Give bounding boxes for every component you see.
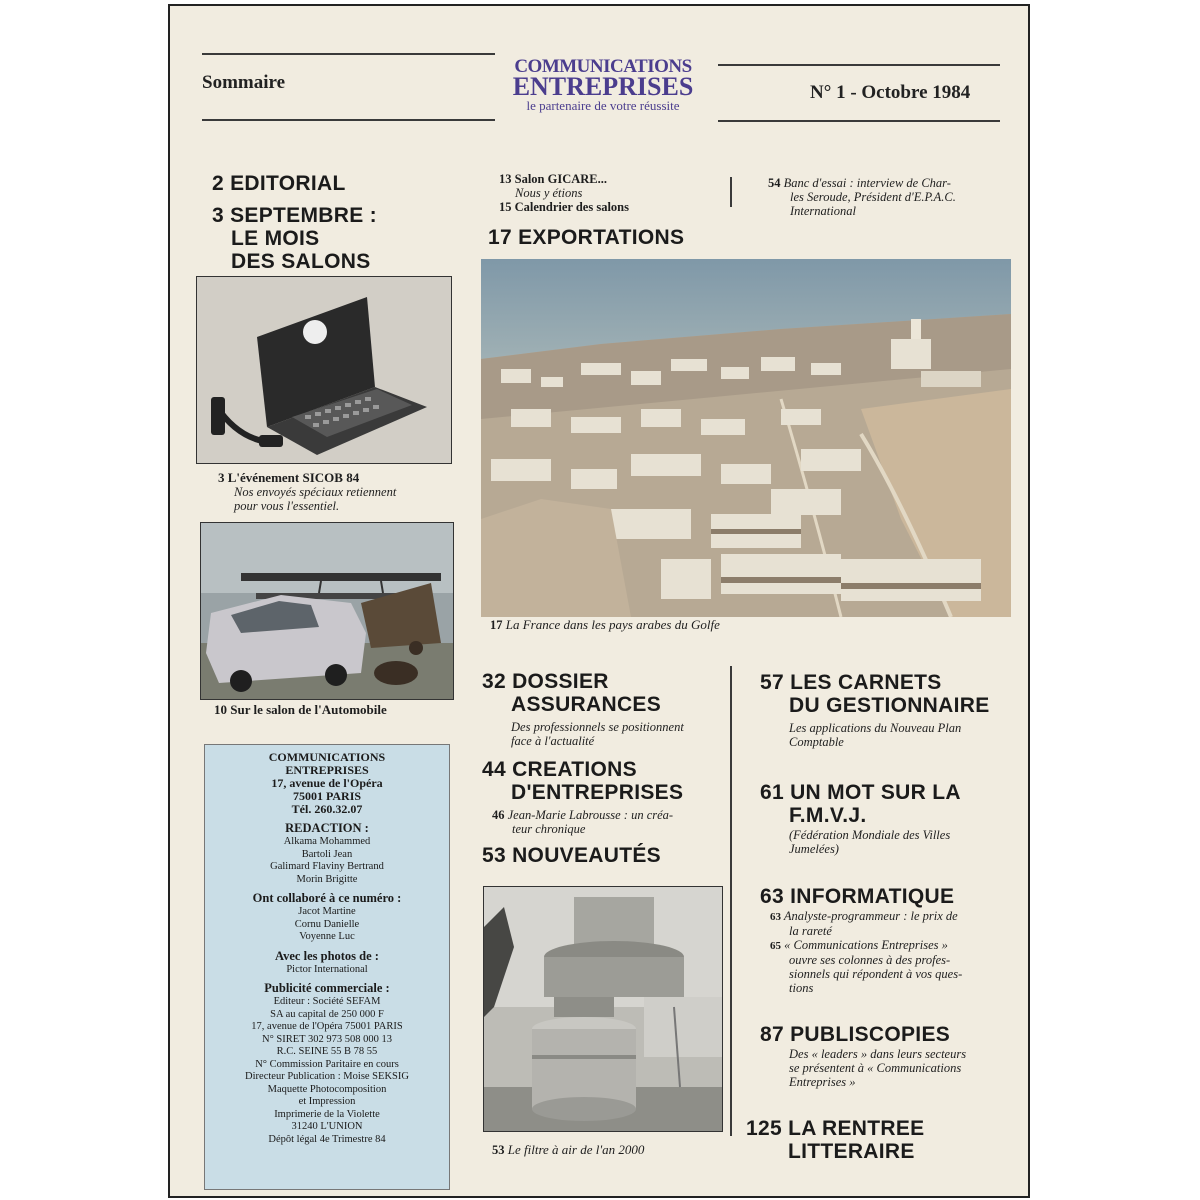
header-rule-right-bottom — [718, 120, 1000, 122]
informatique-desc — [770, 909, 1010, 995]
masthead-box — [204, 744, 450, 1190]
carnets-text-2: Comptable — [789, 735, 844, 749]
info-b-text-2: ouvre ses colonnes à des profes- — [789, 953, 951, 967]
mot-line1: 61 UN MOT SUR LA — [760, 781, 961, 804]
publiscopies-desc — [789, 1047, 966, 1089]
dossier-text-2: face à l'actualité — [511, 734, 595, 748]
automobile-photo — [200, 522, 454, 700]
gicare-title: 13 Salon GICARE... — [499, 172, 608, 186]
pub-line: Maquette Photocomposition — [267, 1083, 387, 1095]
masthead-line: ENTREPRISES — [285, 763, 369, 777]
logo — [498, 58, 708, 113]
dossier-line1: 32 DOSSIER — [482, 670, 609, 693]
redaction-name: Bartoli Jean — [301, 848, 353, 860]
export-caption — [490, 618, 720, 632]
pub-line: 17, avenue de l'Opéra 75001 PARIS — [251, 1021, 403, 1032]
carnets-desc — [789, 721, 961, 749]
issue-number: N° 1 - Octobre 1984 — [810, 82, 971, 103]
pub-line: Imprimerie de la Violette — [274, 1108, 380, 1120]
toc-septembre-line3: DES SALONS — [231, 250, 371, 273]
toc-exportations: 17 EXPORTATIONS — [488, 226, 685, 249]
banc-essai — [768, 176, 1008, 218]
carnets-line1: 57 LES CARNETS — [760, 671, 942, 694]
labrousse-desc — [492, 808, 673, 836]
computer-illustration — [197, 277, 451, 463]
info-b-text-3: sionnels qui répondent à vos ques- — [789, 967, 963, 981]
mot-text-1: (Fédération Mondiale des Villes — [789, 828, 951, 842]
header-rule-right-top — [718, 64, 1000, 66]
calendrier: 15 Calendrier des salons — [499, 200, 629, 214]
logo-tagline: le partenaire de votre réussite — [526, 98, 680, 113]
filtre-num: 53 — [492, 1143, 505, 1157]
column-divider-top — [730, 177, 732, 207]
logo-top: COMMUNICATIONS — [514, 56, 692, 77]
pub-line: SA au capital de 250 000 F — [270, 1008, 384, 1020]
toc-septembre — [212, 204, 377, 273]
toc-rentree — [746, 1117, 924, 1163]
toc-publiscopies: 87 PUBLISCOPIES — [760, 1023, 951, 1046]
collab-name: Cornu Danielle — [294, 918, 360, 930]
logo-main: ENTREPRISES — [512, 72, 694, 101]
masthead-line: 17, avenue de l'Opéra — [271, 776, 383, 790]
mot-desc — [789, 828, 950, 856]
mot-text-2: Jumelées) — [789, 842, 839, 856]
column-divider-bottom — [730, 666, 732, 1136]
filter-illustration — [484, 887, 722, 1131]
export-caption-num: 17 — [490, 618, 503, 632]
labrousse-text-1: Jean-Marie Labrousse : un créa- — [507, 808, 674, 822]
masthead-line: Tél. 260.32.07 — [291, 802, 363, 816]
banc-num: 54 — [768, 176, 781, 190]
auto-caption: 10 Sur le salon de l'Automobile — [214, 702, 387, 717]
pub-line: 31240 L'UNION — [291, 1121, 363, 1132]
toc-septembre-line1: 3 SEPTEMBRE : — [212, 204, 377, 227]
aerial-city-illustration — [481, 259, 1011, 617]
masthead-line: 75001 PARIS — [292, 789, 362, 803]
pub-line: R.C. SEINE 55 B 78 55 — [276, 1046, 378, 1057]
publi-text-1: Des « leaders » dans leurs secteurs — [789, 1047, 967, 1061]
toc-dossier — [482, 670, 661, 716]
car-plane-illustration — [201, 523, 453, 699]
toc-informatique: 63 INFORMATIQUE — [760, 885, 955, 908]
collab-title: Ont collaboré à ce numéro : — [252, 891, 402, 905]
rentree-line1: 125 LA RENTREE — [746, 1117, 925, 1140]
filtre-caption — [492, 1143, 644, 1157]
pub-title: Publicité commerciale : — [264, 981, 390, 995]
mot-line2: F.M.V.J. — [789, 804, 867, 827]
pub-line: Editeur : Société SEFAM — [273, 996, 381, 1007]
filtre-text: Le filtre à air de l'an 2000 — [507, 1142, 645, 1157]
toc-gicare — [499, 172, 629, 214]
rentree-line2: LITTERAIRE — [788, 1140, 915, 1163]
sicob-caption — [218, 471, 458, 513]
pub-line: et Impression — [298, 1096, 356, 1107]
redaction-name: Alkama Mohammed — [283, 836, 371, 847]
sicob-title: 3 L'événement SICOB 84 — [218, 470, 360, 485]
info-b-num: 65 — [770, 940, 781, 952]
gicare-sub: Nous y étions — [515, 186, 583, 200]
banc-text-1: Banc d'essai : interview de Char- — [783, 176, 951, 190]
redaction-name: Galimard Flaviny Bertrand — [270, 861, 384, 872]
pub-line: N° SIRET 302 973 508 000 13 — [261, 1033, 392, 1045]
pub-line: Dépôt légal 4e Trimestre 84 — [268, 1133, 386, 1145]
dossier-text-1: Des professionnels se positionnent — [511, 720, 684, 734]
collab-name: Jacot Martine — [298, 906, 356, 917]
creations-line2: D'ENTREPRISES — [511, 781, 684, 804]
pub-line: N° Commission Paritaire en cours — [255, 1058, 399, 1070]
header-rule-left-top — [202, 53, 495, 55]
info-a-num: 63 — [770, 911, 781, 923]
dossier-line2: ASSURANCES — [511, 693, 662, 716]
carnets-text-1: Les applications du Nouveau Plan — [789, 721, 962, 735]
header-rule-left-bottom — [202, 119, 495, 121]
pub-line: Directeur Publication : Moise SEKSIG — [245, 1071, 409, 1082]
sommaire-label: Sommaire — [202, 72, 286, 93]
sicob-computer-photo — [196, 276, 452, 464]
toc-creations — [482, 758, 683, 804]
labrousse-num: 46 — [492, 808, 505, 822]
gulf-city-photo — [481, 259, 1011, 617]
sicob-text-2: pour vous l'essentiel. — [234, 499, 340, 513]
toc-mot — [760, 781, 961, 827]
info-a-text-1: Analyste-programmeur : le prix de — [783, 909, 958, 923]
magazine-page — [168, 4, 1030, 1198]
info-a-text-2: la rareté — [789, 924, 832, 938]
redaction-title: REDACTION : — [285, 821, 369, 835]
carnets-line2: DU GESTIONNAIRE — [789, 694, 990, 717]
collab-name: Voyenne Luc — [299, 931, 355, 942]
dossier-desc — [511, 720, 684, 748]
photos-title: Avec les photos de : — [275, 948, 379, 963]
masthead-line: COMMUNICATIONS — [268, 750, 386, 764]
toc-nouveautes: 53 NOUVEAUTÉS — [482, 844, 661, 867]
info-b-text-1: « Communications Entreprises » — [784, 938, 948, 952]
toc-septembre-line2: LE MOIS — [231, 227, 320, 250]
info-b-text-4: tions — [789, 981, 814, 995]
toc-carnets — [760, 671, 990, 717]
creations-line1: 44 CREATIONS — [482, 758, 637, 781]
air-filter-photo — [483, 886, 723, 1132]
toc-editorial: 2 EDITORIAL — [212, 172, 346, 195]
labrousse-text-2: teur chronique — [512, 822, 586, 836]
banc-text-3: International — [790, 204, 856, 218]
sicob-text-1: Nos envoyés spéciaux retiennent — [234, 485, 397, 499]
banc-text-2: les Seroude, Président d'E.P.A.C. — [790, 190, 956, 204]
publi-text-3: Entreprises » — [789, 1075, 856, 1089]
redaction-name: Morin Brigitte — [296, 873, 358, 885]
photos-credit: Pictor International — [286, 963, 368, 975]
publi-text-2: se présentent à « Communications — [789, 1061, 962, 1075]
export-caption-text: La France dans les pays arabes du Golfe — [505, 617, 720, 632]
